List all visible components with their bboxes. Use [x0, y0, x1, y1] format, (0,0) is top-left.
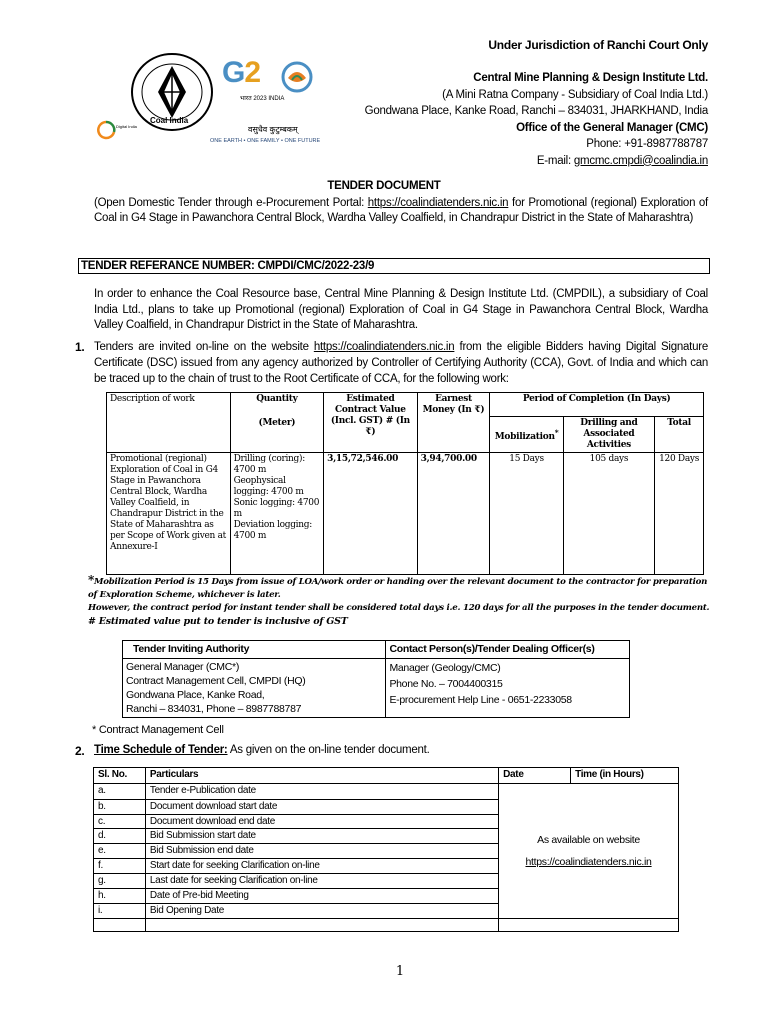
schedule-merged-cell [499, 784, 679, 919]
cell-tender-authority [123, 659, 386, 718]
cell-mobilization: 15 Days [490, 453, 563, 575]
item-1-post: from the eligible Bidders having Digital Signature Certificate (DSC) issued from any agency authorized by Controller of Certifying Authority (CCA), Govt. of India and which can be traced up to the chain of trust to the Root Certificate of CCA, for the following work: [94, 341, 708, 385]
header-mobilization-mark: * [554, 427, 559, 437]
notes-block [88, 574, 712, 628]
cell-drilling: 105 days [563, 453, 654, 575]
work-table [106, 392, 704, 575]
org-header [300, 70, 708, 169]
header-tender-authority: Tender Inviting Authority [123, 641, 386, 659]
office-name: Office of the General Manager (CMC) [516, 121, 708, 134]
item-1-link[interactable]: https://coalindiatenders.nic.in [313, 341, 455, 353]
paragraph-intro-work: In order to enhance the Coal Resource base, Central Mine Planning & Design Institute Ltd. (CMPDIL), a subsidiary of Coal India Ltd., plans to take up Promotional (regional) Exploration of Coal in G4 Stage in Pawanchora Central Block, Wardha Valley Coalfield, in Chandrapur District in the State of Maharashtra. [94, 288, 708, 331]
digital-india-logo [96, 120, 137, 146]
schedule-available-text: As available on website [537, 834, 640, 846]
cmc-footnote: * Contract Management Cell [92, 724, 224, 736]
header-estimated-value: Estimated Contract Value (Incl. GST) # (In ₹) [324, 393, 418, 453]
header-time: Time (in Hours) [571, 768, 679, 784]
quantity-line: Sonic logging: 4700 m [233, 498, 320, 519]
item-2-text [94, 744, 430, 756]
item-1-pre: Tenders are invited on-line on the website [94, 341, 314, 353]
schedule-blank-cell [145, 919, 498, 932]
tender-reference-box: TENDER REFERANCE NUMBER: CMPDI/CMC/2022-23/9 [78, 258, 710, 274]
contact-line: E-procurement Help Line - 0651-2233058 [389, 694, 572, 706]
coal-india-logo [128, 52, 216, 132]
header-description: Description of work [107, 393, 231, 453]
note-mobilization [88, 574, 712, 602]
schedule-particular: Bid Submission start date [145, 829, 498, 844]
work-table-row [107, 453, 704, 575]
note-mobilization-text: Mobilization Period is 15 Days from issue of LOA/work order or handing over the relevant document to the contractor for preparation of Exploration Scheme, whichever is later. [88, 577, 708, 600]
item-2-label: Time Schedule of Tender: [94, 744, 228, 756]
cell-description: Promotional (regional) Exploration of Coal in G4 Stage in Pawanchora Central Block, Wardha Valley Coalfield, in Chandrapur District in the State of Maharashtra as per Scope of Work given at Annexure-I [107, 453, 231, 575]
coal-india-logo-text: Coal India [150, 116, 189, 125]
schedule-particular: Bid Submission end date [145, 844, 498, 859]
note-mark: * [88, 573, 95, 587]
portal-link[interactable]: https://coalindiatenders.nic.in [367, 197, 509, 209]
schedule-particular: Start date for seeking Clarification on-line [145, 859, 498, 874]
note-gst: # Estimated value put to tender is inclusive of GST [88, 616, 348, 627]
schedule-sl: b. [94, 800, 146, 815]
contact-line: Manager (Geology/CMC) [389, 662, 501, 674]
org-subsidiary: (A Mini Ratna Company - Subsidiary of Coal India Ltd.) [442, 88, 708, 101]
authority-line: Gondwana Place, Kanke Road, [126, 689, 265, 701]
schedule-particular: Document download end date [145, 815, 498, 829]
schedule-sl: h. [94, 889, 146, 904]
g20-text: G2 [222, 56, 261, 89]
schedule-particular: Tender e-Publication date [145, 784, 498, 800]
schedule-particular: Last date for seeking Clarification on-line [145, 874, 498, 889]
item-1-text [94, 339, 708, 387]
contact-line: Phone No. – 7004400315 [389, 678, 503, 690]
header-earnest-money: Earnest Money (In ₹) [417, 393, 490, 453]
org-name: Central Mine Planning & Design Institute Ltd. [473, 72, 708, 84]
authority-line: Contract Management Cell, CMPDI (HQ) [126, 675, 306, 687]
office-email-line [300, 153, 708, 170]
schedule-sl: d. [94, 829, 146, 844]
contact-table [122, 640, 630, 718]
header-quantity: Quantity [230, 393, 324, 417]
digital-india-icon [96, 120, 116, 142]
email-link[interactable]: gmcmc.cmpdi@coalindia.in [573, 154, 708, 167]
jurisdiction-line: Under Jurisdiction of Ranchi Court Only [488, 38, 708, 52]
schedule-blank-cell [499, 919, 679, 932]
header-quantity-unit: (Meter) [230, 417, 324, 453]
header-particulars: Particulars [145, 768, 498, 784]
header-sl-no: Sl. No. [94, 768, 146, 784]
cell-contact-person [386, 659, 630, 718]
cell-estimated-value: 3,15,72,546.00 [324, 453, 418, 575]
authority-line: General Manager (CMC*) [126, 661, 240, 673]
schedule-website-link[interactable]: https://coalindiatenders.nic.in [525, 856, 652, 868]
header-total: Total [655, 417, 704, 453]
document-title: TENDER DOCUMENT [327, 180, 441, 192]
schedule-particular: Date of Pre-bid Meeting [145, 889, 498, 904]
schedule-sl: c. [94, 815, 146, 829]
intro-pre: (Open Domestic Tender through e-Procurement Portal: [94, 197, 368, 209]
email-label: E-mail: [536, 154, 574, 167]
header-contact-person: Contact Person(s)/Tender Dealing Officer(s) [386, 641, 630, 659]
item-2-number: 2. [75, 744, 85, 758]
header-date: Date [499, 768, 571, 784]
one-earth-text: ONE EARTH • ONE FAMILY • ONE FUTURE [210, 138, 321, 144]
page-number: 1 [395, 964, 405, 979]
org-address: Gondwana Place, Kanke Road, Ranchi – 834031, JHARKHAND, India [364, 105, 708, 117]
schedule-table [93, 767, 679, 932]
schedule-particular: Document download start date [145, 800, 498, 815]
header-period: Period of Completion (In Days) [490, 393, 704, 417]
header-drilling: Drilling and Associated Activities [563, 417, 654, 453]
schedule-sl: g. [94, 874, 146, 889]
cell-earnest-money: 3,94,700.00 [417, 453, 490, 575]
item-2-body: As given on the on-line tender document. [227, 744, 430, 756]
digital-india-text: Digital India [116, 124, 137, 129]
schedule-sl: a. [94, 784, 146, 800]
schedule-row [94, 784, 679, 800]
cell-total: 120 Days [655, 453, 704, 575]
g20-year: भारत 2023 INDIA [240, 96, 285, 102]
cell-quantity [230, 453, 324, 575]
schedule-sl: e. [94, 844, 146, 859]
vasudhaiva-text: वसुधैव कुटुम्बकम् [248, 125, 298, 134]
schedule-blank-row [94, 919, 679, 932]
schedule-sl: i. [94, 904, 146, 919]
quantity-line: Drilling (coring): 4700 m [233, 454, 305, 475]
header-mobilization-label: Mobilization [494, 431, 555, 442]
note-contract-period: However, the contract period for instant tender shall be considered total days i.e. 120 days for all the purposes in the tender document. [88, 603, 710, 613]
intro-post: for Promotional (regional) Exploration of Coal in G4 Stage in Pawanchora Central Block, Wardha Valley Coalfield, in Chandrapur District in the State of Maharashtra) [94, 197, 708, 224]
authority-line: Ranchi – 834031, Phone – 8987788787 [126, 703, 302, 715]
quantity-line: Deviation logging: 4700 m [233, 520, 312, 541]
schedule-sl: f. [94, 859, 146, 874]
office-phone: Phone: +91-8987788787 [586, 138, 708, 150]
item-1-number: 1. [75, 340, 85, 354]
quantity-line: Geophysical logging: 4700 m [233, 476, 304, 497]
schedule-particular: Bid Opening Date [145, 904, 498, 919]
schedule-blank-cell [94, 919, 146, 932]
header-mobilization [490, 417, 563, 453]
intro-paragraph [94, 196, 708, 226]
